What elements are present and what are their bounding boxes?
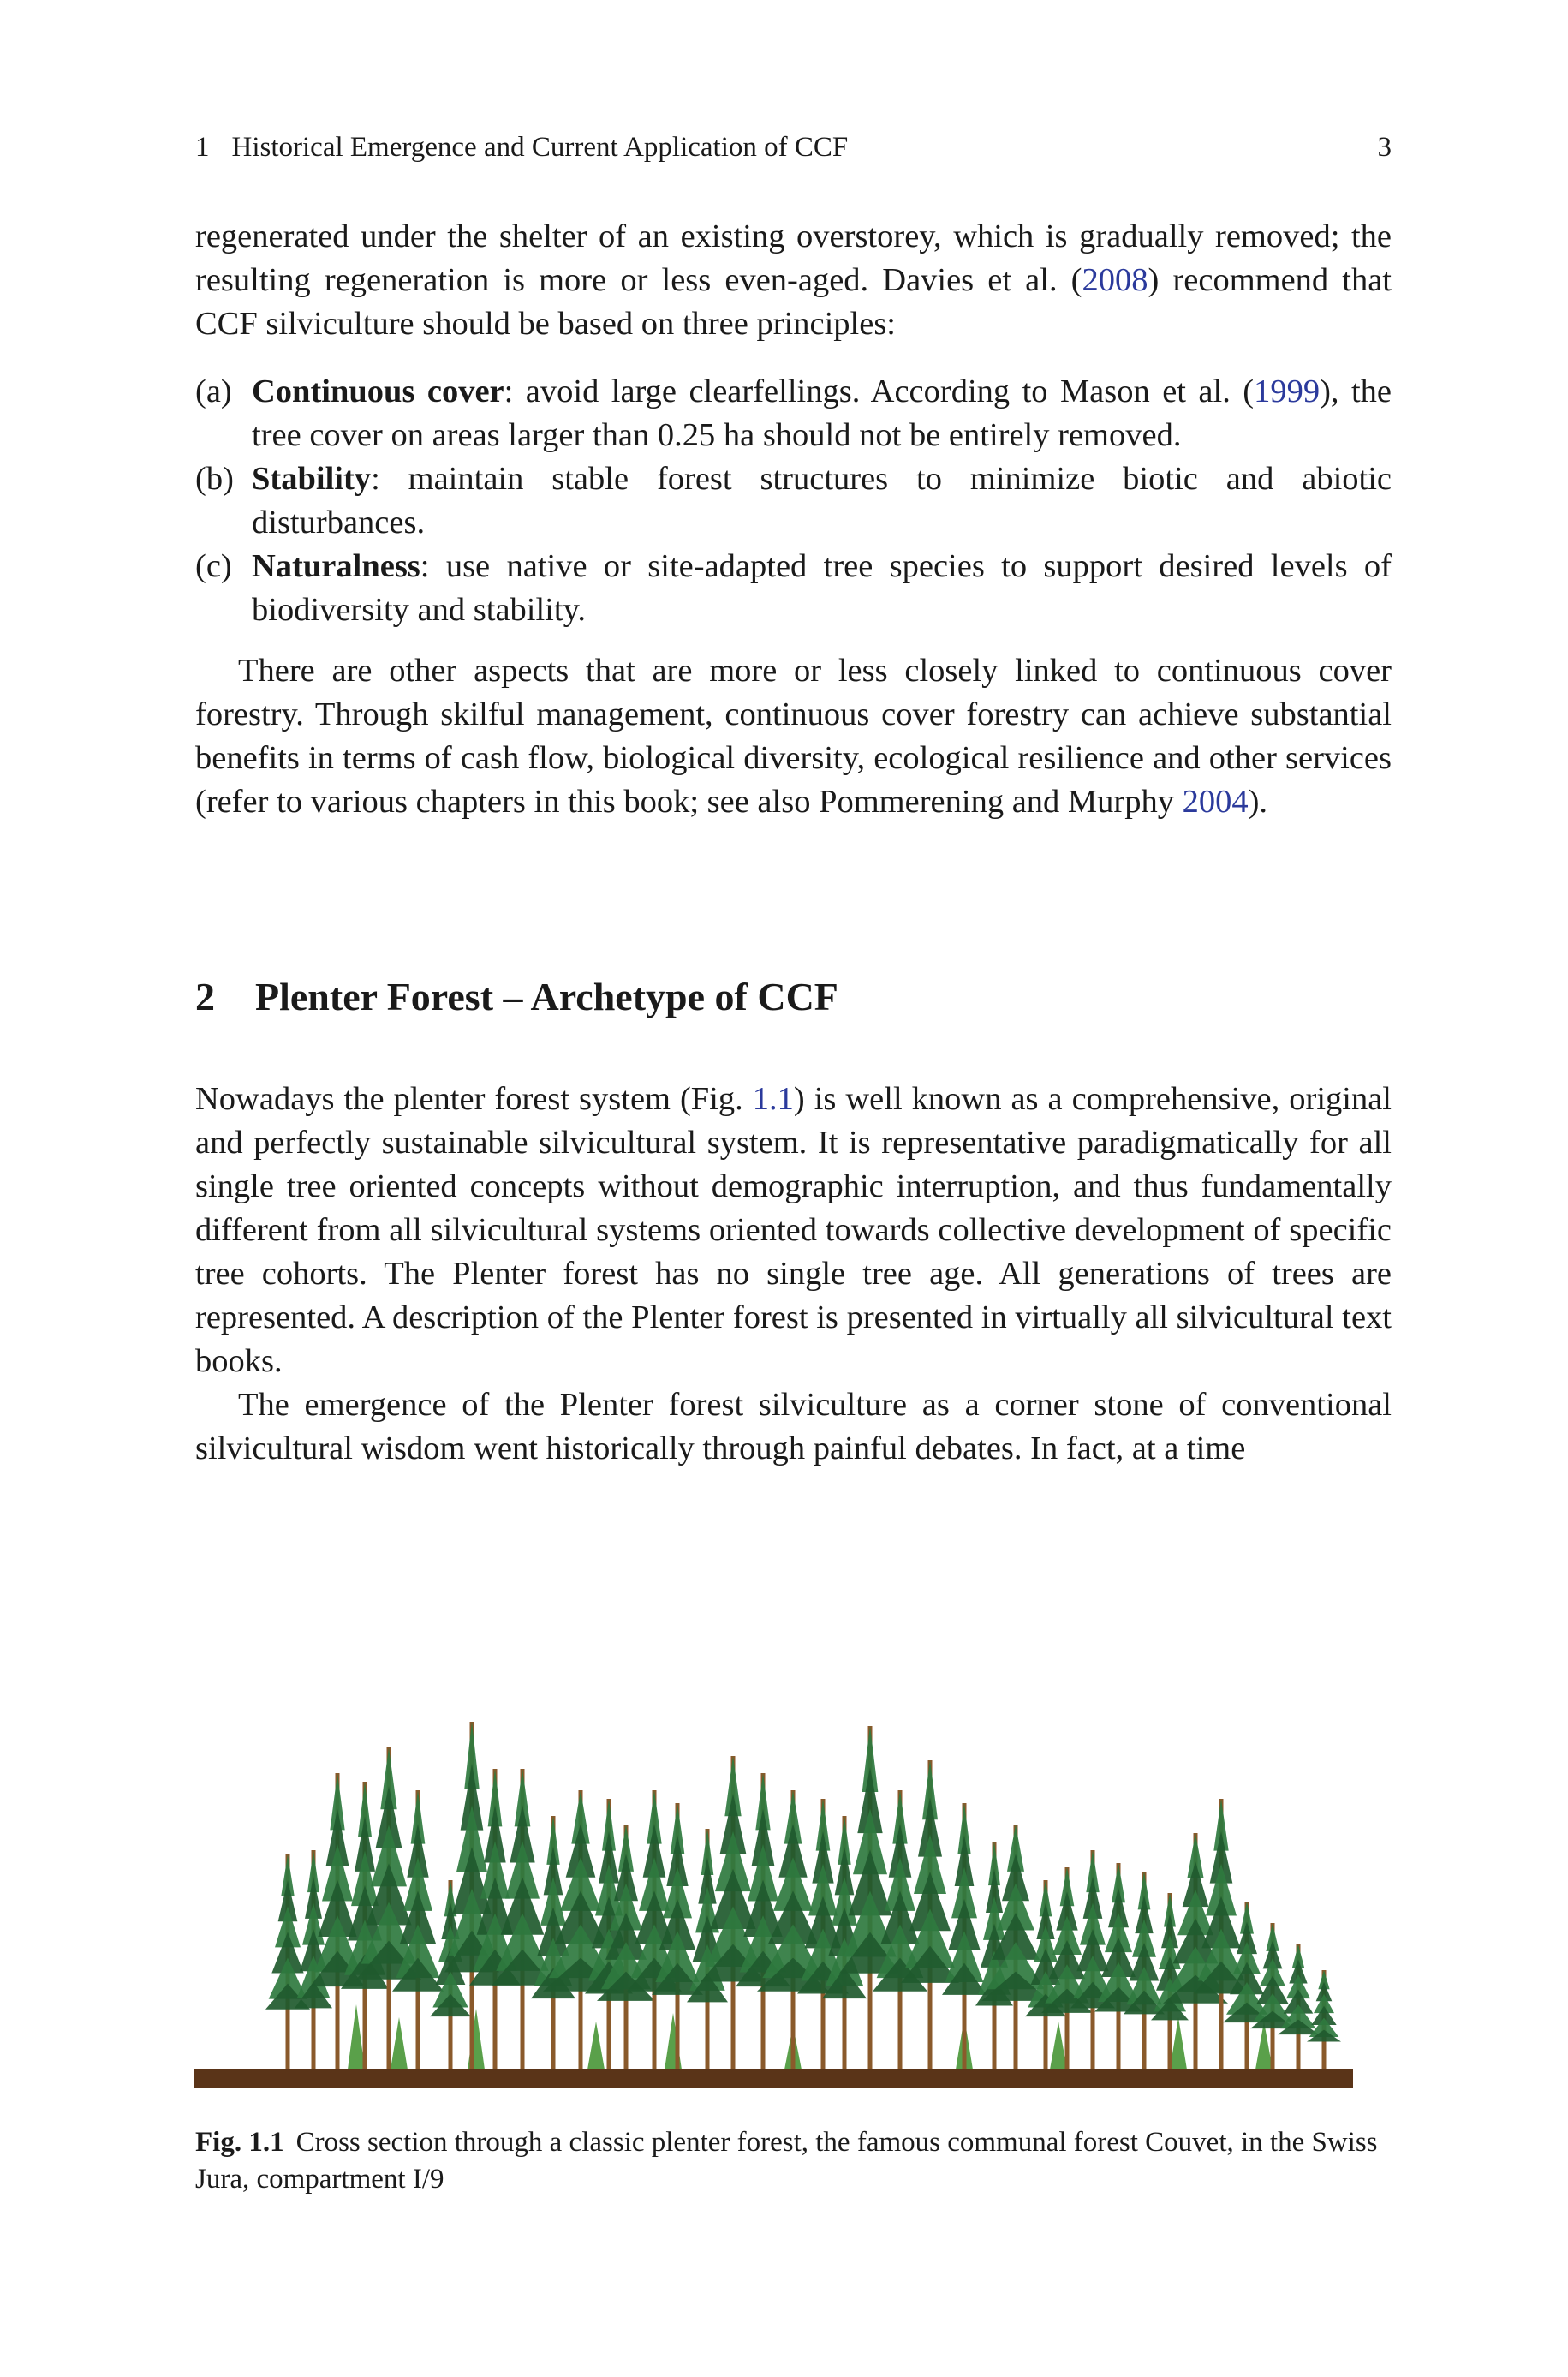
sapling-shape bbox=[1170, 2017, 1187, 2069]
list-marker: (c) bbox=[195, 548, 232, 584]
paragraph-text: regenerated under the shelter of an existing overstorey, which is gradually removed; the resulting regeneration is more or less even-aged. Davies et al. ( bbox=[195, 218, 1392, 298]
sapling-shape bbox=[1255, 2022, 1273, 2069]
principles-list bbox=[195, 370, 1392, 632]
list-marker: (b) bbox=[195, 461, 234, 497]
principle-term: Stability bbox=[252, 461, 372, 497]
section-number: 2 bbox=[195, 975, 215, 1018]
principle-term: Continuous cover bbox=[252, 373, 504, 409]
figure-label: Fig. 1.1 bbox=[195, 2127, 284, 2158]
citation-link-2004[interactable]: 2004 bbox=[1182, 784, 1249, 820]
paragraph-plenter bbox=[195, 1078, 1392, 1383]
page-number: 3 bbox=[1377, 132, 1392, 163]
principle-text: ), the tree cover on areas larger than 0.25 ha should not be entirely removed. bbox=[252, 373, 1392, 453]
principle-c bbox=[195, 545, 1392, 632]
figure-link-1-1[interactable]: 1.1 bbox=[752, 1081, 794, 1117]
citation-link-1999[interactable]: 1999 bbox=[1254, 373, 1321, 409]
paragraph-text: The emergence of the Plenter forest silviculture as a corner stone of conventional silvicultural wisdom went historically through painful debates. In fact, at a time bbox=[195, 1387, 1392, 1466]
list-marker: (a) bbox=[195, 373, 232, 409]
principle-text: : maintain stable forest structures to minimize biotic and abiotic disturbances. bbox=[252, 461, 1392, 540]
sapling-shape bbox=[348, 2004, 365, 2069]
section-title: Plenter Forest – Archetype of CCF bbox=[255, 975, 838, 1018]
chapter-number: 1 bbox=[195, 132, 210, 163]
sapling-shape bbox=[587, 2022, 605, 2069]
ground-strip bbox=[194, 2069, 1353, 2088]
paragraph-text: ). bbox=[1248, 784, 1268, 820]
principle-a bbox=[195, 370, 1392, 457]
paragraph-emergence bbox=[195, 1383, 1392, 1471]
chapter-title: Historical Emergence and Current Application of CCF bbox=[231, 132, 849, 163]
citation-link-2008[interactable]: 2008 bbox=[1082, 262, 1148, 298]
principle-text: : avoid large clearfellings. According to Mason et al. ( bbox=[504, 373, 1255, 409]
paragraph-text: There are other aspects that are more or less closely linked to continuous cover forestry. Through skilful management, continuous cover forestry can achieve substantial benefits in terms of cash flow, biological diversity, ecological resilience and other services (refer to various chapters in this book; see also Pommerening and Murphy bbox=[195, 653, 1392, 820]
sapling-shape bbox=[391, 2017, 408, 2069]
figure-forest-cross-section bbox=[194, 1542, 1353, 2094]
principle-b bbox=[195, 457, 1392, 545]
forest-illustration bbox=[194, 1542, 1353, 2094]
paragraph-aspects bbox=[195, 649, 1392, 824]
figure-caption-text: Cross section through a classic plenter forest, the famous communal forest Couvet, in the Swiss Jura, compartment I/9 bbox=[195, 2127, 1378, 2195]
paragraph-text: Nowadays the plenter forest system (Fig. bbox=[195, 1081, 753, 1117]
paragraph-text: ) recommend that CCF silviculture should be based on three principles: bbox=[195, 262, 1392, 342]
paragraph-intro bbox=[195, 215, 1392, 346]
figure-caption bbox=[195, 2124, 1392, 2198]
running-title bbox=[195, 128, 848, 166]
sapling-shape bbox=[1050, 2022, 1067, 2069]
section-heading bbox=[195, 971, 1392, 1023]
paragraph-text: ) is well known as a comprehensive, original and perfectly sustainable silvicultural system. It is representative paradigmatically for all single tree oriented concepts without demographic interruption, and thus fundamentally different from all silvicultural systems oriented towards collective development of specific tree cohorts. The Plenter forest has no single tree age. All generations of trees are represented. A description of the Plenter forest is presented in virtually all silvicultural text books. bbox=[195, 1081, 1392, 1379]
principle-text: : use native or site-adapted tree species to support desired levels of biodiversity and stability. bbox=[252, 548, 1392, 628]
running-head bbox=[195, 128, 1392, 166]
principle-term: Naturalness bbox=[252, 548, 420, 584]
